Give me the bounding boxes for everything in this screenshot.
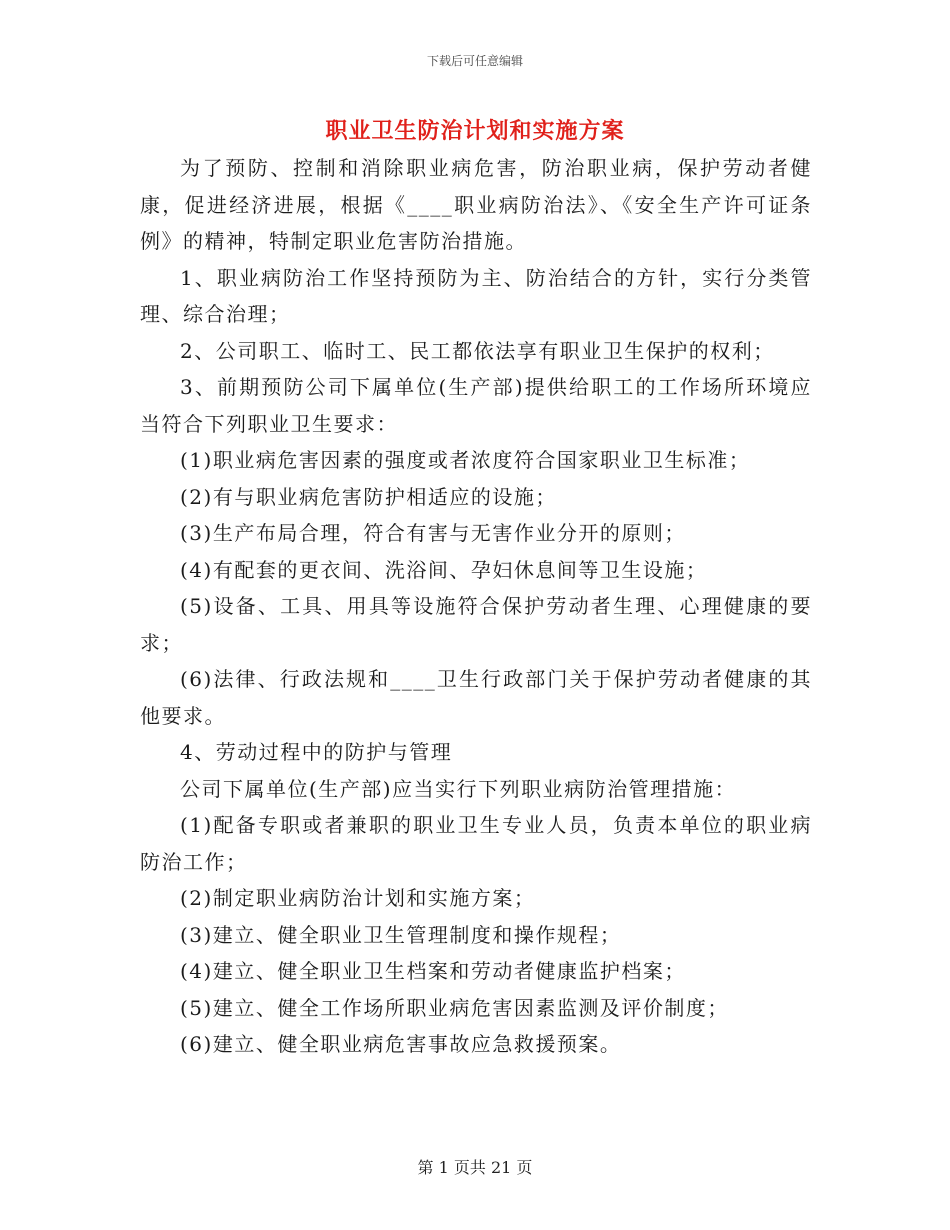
document-body — [140, 150, 812, 1063]
paragraph-sub-item: (6)建立、健全职业病危害事故应急救援预案。 — [180, 1032, 622, 1056]
paragraph-sub-item: (5)设备、工具、用具等设施符合保护劳动者生理、心理健康的要求； — [140, 594, 812, 655]
paragraph-sub-item: (4)有配套的更衣间、洗浴间、孕妇休息间等卫生设施； — [180, 557, 708, 582]
paragraph-measures-intro: 公司下属单位(生产部)应当实行下列职业病防治管理措施： — [180, 776, 737, 801]
paragraph-sub-item: (2)制定职业病防治计划和实施方案； — [180, 886, 536, 910]
paragraph-item-3: 3、前期预防公司下属单位(生产部)提供给职工的工作场所环境应当符合下列职业卫生要求： — [140, 375, 812, 436]
paragraph-sub-item: (1)配备专职或者兼职的职业卫生专业人员，负责本单位的职业病防治工作； — [140, 813, 812, 874]
paragraph-intro: 为了预防、控制和消除职业病危害，防治职业病，保护劳动者健康，促进经济进展，根据《____职业病防治法》、《安全生产许可证条例》的精神，特制定职业危害防治措施。 — [140, 156, 812, 253]
page-number: 第 1 页共 21 页 — [417, 1158, 533, 1177]
paragraph-item-1: 1、职业病防治工作坚持预防为主、防治结合的方针，实行分类管理、综合治理； — [140, 265, 812, 326]
paragraph-sub-item: (5)建立、健全工作场所职业病危害因素监测及评价制度； — [180, 995, 729, 1020]
paragraph-sub-item: (2)有与职业病危害防护相适应的设施； — [180, 484, 557, 509]
paragraph-sub-item: (3)生产布局合理，符合有害与无害作业分开的原则； — [180, 521, 686, 545]
header-note: 下载后可任意编辑 — [426, 54, 523, 68]
document-title: 职业卫生防治计划和实施方案 — [325, 118, 625, 144]
paragraph-item-2: 2、公司职工、临时工、民工都依法享有职业卫生保护的权利； — [180, 338, 775, 363]
paragraph-sub-item: (1)职业病危害因素的强度或者浓度符合国家职业卫生标准； — [180, 448, 751, 472]
paragraph-sub-item: (3)建立、健全职业卫生管理制度和操作规程； — [180, 922, 622, 947]
paragraph-sub-item: (4)建立、健全职业卫生档案和劳动者健康监护档案； — [180, 959, 686, 983]
paragraph-sub-item: (6)法律、行政法规和____卫生行政部门关于保护劳动者健康的其他要求。 — [140, 667, 812, 728]
paragraph-item-4: 4、劳动过程中的防护与管理 — [180, 740, 453, 764]
